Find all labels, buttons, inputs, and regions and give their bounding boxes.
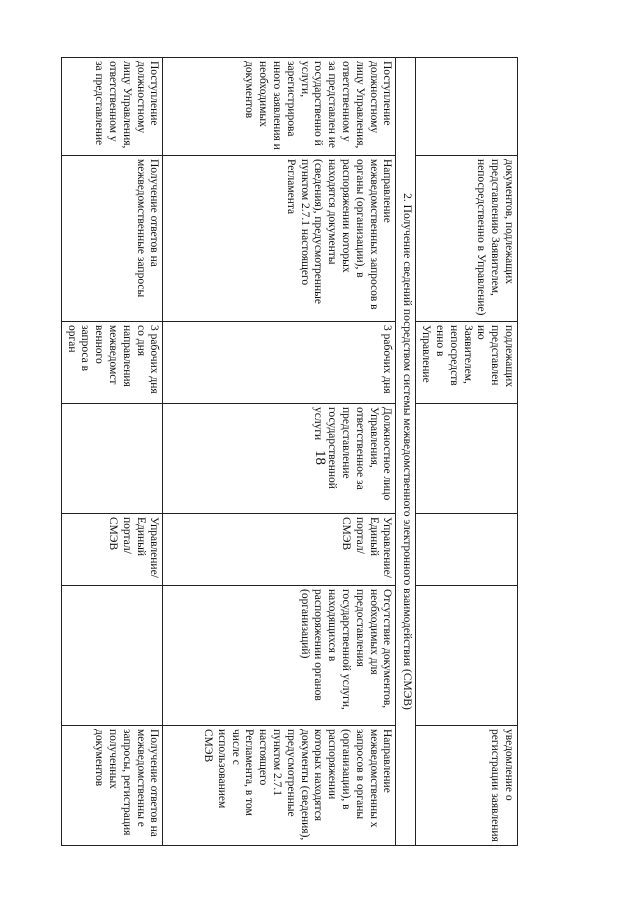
cell-b-1: Поступление должностному лицу Управления, ответственном у за представление <box>61 58 163 156</box>
cell-top-1 <box>416 58 518 156</box>
cell-top-2: документов, подлежащих представлению Заявителем, непосредственно в Управление) <box>416 156 518 322</box>
rotated-table-frame <box>65 57 518 845</box>
cell-a-4: Должностное лицо Управления, ответственное за представление государственной услуги <box>163 404 396 514</box>
table-row-b <box>61 58 163 846</box>
cell-a-2: Направление межведомственных запросов в органы (организации), в распоряжении которых находятся документы (сведения), предусмотренные пунктом 2.7.1 настоящего Регламента <box>163 156 396 322</box>
table-area <box>65 57 518 845</box>
cell-top-4 <box>416 404 518 514</box>
cell-b-5: Управление/ Единый портал/ СМЭВ <box>61 514 163 586</box>
cell-a-1: Поступление должностному лицу Управления, ответственном у за представлен ие государственно й услуги, зарегистрирова нного заявления и необходимых документов <box>163 58 396 156</box>
cell-top-6 <box>416 586 518 726</box>
cell-b-3: 3 рабочих дня со дня направления межведомст венного запроса в орган <box>61 322 163 404</box>
page-number: 18 <box>312 450 328 465</box>
cell-a-3: 3 рабочих дня <box>163 322 396 404</box>
cell-a-6: Отсутствие документов, необходимых для предоставления государственной услуги, находящихся в распоряжении органов (организаций) <box>163 586 396 726</box>
cell-a-7: Направление межведомственны х запросов в органы (организации), в распоряжении которых находятся документы (сведения), предусмотренные пунктом 2.7.1 настоящего Регламента, в том числе с использованием СМЭВ <box>163 726 396 846</box>
cell-top-5 <box>416 514 518 586</box>
cell-top-3: подлежащих представлен ию Заявителем, непосредств енно в Управление <box>416 322 518 404</box>
section-title: 2. Получение сведений посредством системы межведомственного электронного взаимодействия (СМЭВ) <box>396 58 416 846</box>
section-row <box>396 58 416 846</box>
cell-b-6 <box>61 586 163 726</box>
cell-b-2: Получение ответов на межведомственные запросы <box>61 156 163 322</box>
table-row-a <box>163 58 396 846</box>
cell-b-4 <box>61 404 163 514</box>
cell-b-7: Получение ответов на межведомственны е запросы, регистрация полученных документов <box>61 726 163 846</box>
cell-a-5: Управление/ Единый портал/ СМЭВ <box>163 514 396 586</box>
procedure-table <box>61 57 518 846</box>
cell-top-7: уведомление о регистрации заявления <box>416 726 518 846</box>
table-row-top <box>416 58 518 846</box>
